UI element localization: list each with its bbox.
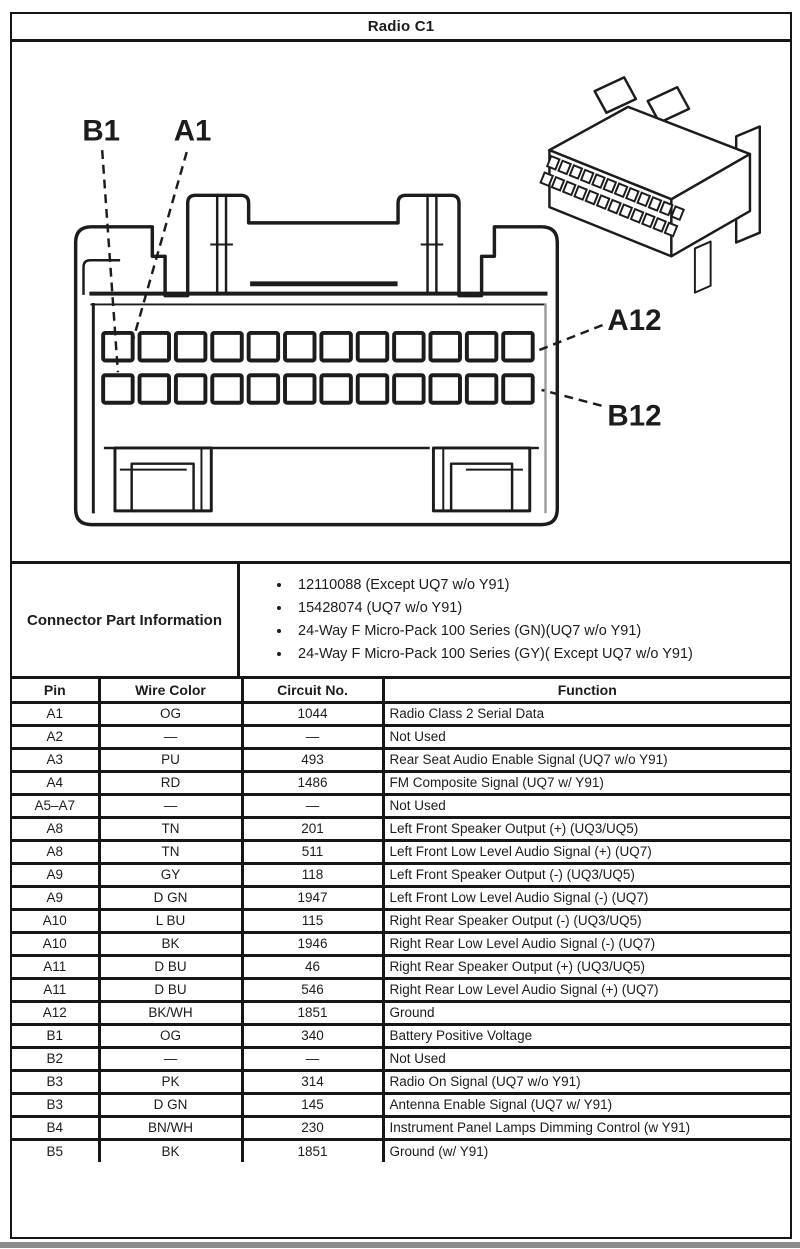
pin-cavity <box>467 375 496 403</box>
label-a12: A12 <box>607 304 662 338</box>
cell-pin: A9 <box>12 863 99 886</box>
cell-pin: A4 <box>12 771 99 794</box>
cell-function: Antenna Enable Signal (UQ7 w/ Y91) <box>383 1093 790 1116</box>
table-row <box>12 1139 790 1162</box>
table-row <box>12 1001 790 1024</box>
cell-circuit-no: 493 <box>242 748 383 771</box>
cell-wire-color: PK <box>99 1070 242 1093</box>
cell-circuit-no: 1946 <box>242 932 383 955</box>
cell-wire-color: OG <box>99 702 242 725</box>
pin-cavity <box>430 333 459 361</box>
cell-circuit-no: 145 <box>242 1093 383 1116</box>
cell-pin: A11 <box>12 978 99 1001</box>
label-b1: B1 <box>82 114 121 148</box>
connector-part-info-section <box>12 564 790 679</box>
cell-circuit-no: 1947 <box>242 886 383 909</box>
pin-cavity <box>249 375 278 403</box>
pin-cavity <box>176 375 205 403</box>
cell-function: Not Used <box>383 725 790 748</box>
cell-wire-color: D GN <box>99 1093 242 1116</box>
pin-cavity <box>358 333 387 361</box>
cell-function: Right Rear Speaker Output (+) (UQ3/UQ5) <box>383 955 790 978</box>
pin-cavity <box>103 375 132 403</box>
cell-circuit-no: 546 <box>242 978 383 1001</box>
cell-function: FM Composite Signal (UQ7 w/ Y91) <box>383 771 790 794</box>
connector-pinout-diagram <box>12 42 790 561</box>
cell-wire-color: D BU <box>99 978 242 1001</box>
pin-cavity <box>212 333 241 361</box>
cell-circuit-no: 115 <box>242 909 383 932</box>
cell-circuit-no: 201 <box>242 817 383 840</box>
page-title: Radio C1 <box>12 14 790 42</box>
cell-function: Right Rear Low Level Audio Signal (+) (UQ7) <box>383 978 790 1001</box>
cell-pin: B2 <box>12 1047 99 1070</box>
cell-wire-color: — <box>99 725 242 748</box>
table-row <box>12 794 790 817</box>
cell-pin: A9 <box>12 886 99 909</box>
cell-pin: B1 <box>12 1024 99 1047</box>
pin-cavity <box>394 333 423 361</box>
table-row <box>12 817 790 840</box>
cell-pin: B3 <box>12 1093 99 1116</box>
pin-cavity <box>503 375 532 403</box>
page-frame <box>10 12 792 1239</box>
cell-function: Not Used <box>383 794 790 817</box>
cell-function: Left Front Speaker Output (+) (UQ3/UQ5) <box>383 817 790 840</box>
cell-wire-color: PU <box>99 748 242 771</box>
cell-wire-color: BN/WH <box>99 1116 242 1139</box>
cell-circuit-no: — <box>242 794 383 817</box>
part-info-list <box>292 574 693 666</box>
table-row <box>12 978 790 1001</box>
cell-function: Battery Positive Voltage <box>383 1024 790 1047</box>
pin-cavity <box>140 375 169 403</box>
cell-pin: A8 <box>12 840 99 863</box>
part-info-item: • 15428074 (UQ7 w/o Y91) <box>292 597 693 620</box>
cell-function: Rear Seat Audio Enable Signal (UQ7 w/o Y91) <box>383 748 790 771</box>
table-row <box>12 932 790 955</box>
pin-cavity <box>249 333 278 361</box>
cell-wire-color: BK/WH <box>99 1001 242 1024</box>
header-function: Function <box>383 679 790 702</box>
table-row <box>12 1047 790 1070</box>
label-b12: B12 <box>607 399 662 433</box>
cell-circuit-no: 46 <box>242 955 383 978</box>
cell-wire-color: — <box>99 1047 242 1070</box>
cell-function: Ground <box>383 1001 790 1024</box>
cell-wire-color: GY <box>99 863 242 886</box>
part-info-item: • 24-Way F Micro-Pack 100 Series (GY)( Except UQ7 w/o Y91) <box>292 643 693 666</box>
part-info-item: • 24-Way F Micro-Pack 100 Series (GN)(UQ7 w/o Y91) <box>292 620 693 643</box>
table-row <box>12 702 790 725</box>
cell-circuit-no: 1851 <box>242 1001 383 1024</box>
cell-pin: B3 <box>12 1070 99 1093</box>
cell-circuit-no: — <box>242 1047 383 1070</box>
cell-function: Radio On Signal (UQ7 w/o Y91) <box>383 1070 790 1093</box>
cell-function: Right Rear Low Level Audio Signal (-) (UQ7) <box>383 932 790 955</box>
table-row <box>12 909 790 932</box>
label-a1: A1 <box>173 114 212 148</box>
connector-3d-illustration <box>541 77 760 292</box>
cell-circuit-no: 1851 <box>242 1139 383 1162</box>
cell-pin: A5–A7 <box>12 794 99 817</box>
cell-wire-color: L BU <box>99 909 242 932</box>
scan-edge-bar <box>0 1242 800 1248</box>
cell-function: Not Used <box>383 1047 790 1070</box>
cell-wire-color: TN <box>99 840 242 863</box>
pin-cavity <box>176 333 205 361</box>
table-header-row <box>12 679 790 702</box>
table-row <box>12 771 790 794</box>
table-row <box>12 863 790 886</box>
cell-wire-color: RD <box>99 771 242 794</box>
cell-circuit-no: 230 <box>242 1116 383 1139</box>
cell-function: Left Front Low Level Audio Signal (+) (UQ7) <box>383 840 790 863</box>
table-row <box>12 840 790 863</box>
cell-wire-color: — <box>99 794 242 817</box>
cell-pin: A12 <box>12 1001 99 1024</box>
pin-cavity <box>358 375 387 403</box>
header-circuit-no: Circuit No. <box>242 679 383 702</box>
cell-function: Right Rear Speaker Output (-) (UQ3/UQ5) <box>383 909 790 932</box>
cell-function: Left Front Speaker Output (-) (UQ3/UQ5) <box>383 863 790 886</box>
header-wire-color: Wire Color <box>99 679 242 702</box>
table-row <box>12 1024 790 1047</box>
cell-pin: A3 <box>12 748 99 771</box>
connector-diagram-section <box>12 42 790 564</box>
pinout-table-section <box>12 679 790 1237</box>
table-row <box>12 1116 790 1139</box>
connector-front-view <box>76 195 558 524</box>
table-row <box>12 886 790 909</box>
cell-wire-color: D GN <box>99 886 242 909</box>
cell-pin: A10 <box>12 909 99 932</box>
cell-function: Ground (w/ Y91) <box>383 1139 790 1162</box>
cell-circuit-no: 340 <box>242 1024 383 1047</box>
pin-cavity <box>321 333 350 361</box>
cell-wire-color: BK <box>99 932 242 955</box>
cell-wire-color: BK <box>99 1139 242 1162</box>
connector-part-info-values <box>240 564 790 676</box>
pin-cavity <box>430 375 459 403</box>
table-row <box>12 955 790 978</box>
connector-part-info-label: Connector Part Information <box>12 564 240 676</box>
cell-pin: A2 <box>12 725 99 748</box>
cell-pin: A8 <box>12 817 99 840</box>
cell-pin: B4 <box>12 1116 99 1139</box>
cell-wire-color: TN <box>99 817 242 840</box>
cell-wire-color: D BU <box>99 955 242 978</box>
cell-function: Left Front Low Level Audio Signal (-) (UQ7) <box>383 886 790 909</box>
pin-cavity <box>140 333 169 361</box>
pin-cavity <box>285 375 314 403</box>
cell-pin: A1 <box>12 702 99 725</box>
cell-pin: A11 <box>12 955 99 978</box>
cell-wire-color: OG <box>99 1024 242 1047</box>
iso-bottom-foot <box>695 242 711 293</box>
pin-cavity <box>467 333 496 361</box>
cell-circuit-no: 1044 <box>242 702 383 725</box>
cell-function: Radio Class 2 Serial Data <box>383 702 790 725</box>
table-row <box>12 1070 790 1093</box>
cell-circuit-no: 314 <box>242 1070 383 1093</box>
pin-cavity <box>394 375 423 403</box>
pinout-table <box>12 679 790 1162</box>
cell-circuit-no: 118 <box>242 863 383 886</box>
pin-cavity <box>503 333 532 361</box>
part-info-item: • 12110088 (Except UQ7 w/o Y91) <box>292 574 693 597</box>
header-pin: Pin <box>12 679 99 702</box>
table-row <box>12 748 790 771</box>
pin-cavity <box>321 375 350 403</box>
cell-circuit-no: 511 <box>242 840 383 863</box>
cell-pin: A10 <box>12 932 99 955</box>
table-row <box>12 1093 790 1116</box>
cell-circuit-no: — <box>242 725 383 748</box>
cell-function: Instrument Panel Lamps Dimming Control (w Y91) <box>383 1116 790 1139</box>
pin-cavity <box>285 333 314 361</box>
pin-cavity <box>212 375 241 403</box>
table-row <box>12 725 790 748</box>
cell-circuit-no: 1486 <box>242 771 383 794</box>
cell-pin: B5 <box>12 1139 99 1162</box>
